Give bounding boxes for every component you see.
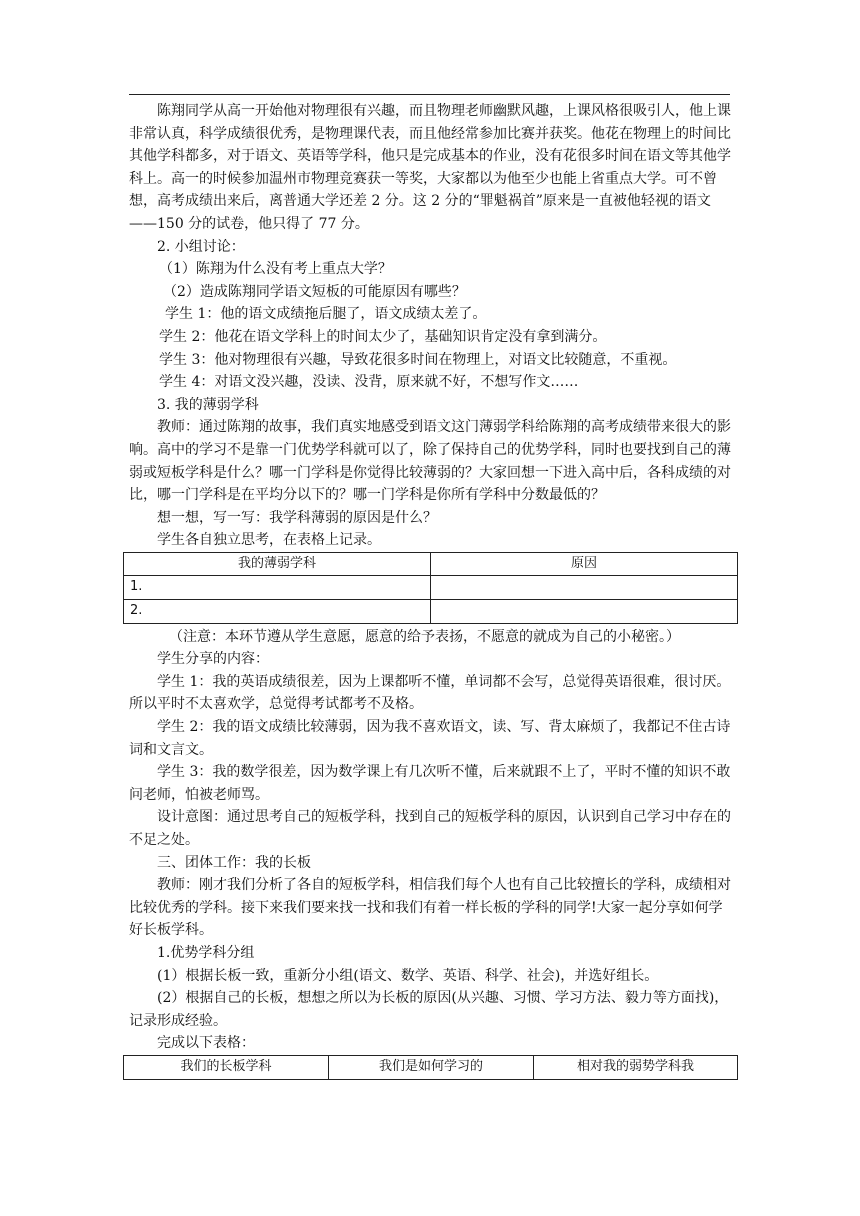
note-paragraph: （注意：本环节遵从学生意愿，愿意的给予表扬，不愿意的就成为自己的小秘密。）: [169, 628, 680, 645]
design-intent: 设计意图：通过思考自己的短板学科，找到自己的短板学科的原因，认识到自己学习中存在的不足之处。: [129, 809, 731, 848]
table-header-cell: 相对我的弱势学科我: [534, 1055, 738, 1079]
teacher-paragraph-1: 教师：通过陈翔的故事，我们真实地感受到语文这门薄弱学科给陈翔的高考成绩带来很大的影响。高中的学习不是靠一门优势学科就可以了，除了保持自己的优势学科，同时也要找到自己的薄弱或短板学科是什么？哪一门学科是你觉得比较薄弱的？大家回想一下进入高中后，各科成绩的对比，哪一门学科是在平均分以下的？哪一门学科是你所有学科中分数最低的？: [129, 419, 731, 504]
table-header-row: [124, 552, 738, 576]
complete-table-prompt: 完成以下表格：: [157, 1035, 255, 1052]
document-body: [129, 100, 733, 1080]
question-2: （2）造成陈翔同学语文短板的可能原因有哪些？: [163, 283, 466, 300]
grouping-step-2: (2）根据自己的长板，想想之所以为长板的原因(从兴趣、习惯、学习方法、毅力等方面找)，记录形成经验。: [129, 990, 729, 1029]
share-student-1: 学生 1：我的英语成绩很差，因为上课都听不懂，单词都不会写，总觉得英语很难，很讨厌。所以平时不太喜欢学，总觉得考试都考不及格。: [129, 673, 731, 713]
table-header-cell: 我的薄弱学科: [124, 552, 431, 576]
header-rule: [129, 94, 730, 95]
table-header-cell: 原因: [431, 552, 738, 576]
section-heading-group-discussion: 2. 小组讨论：: [157, 238, 245, 255]
table-row: [124, 600, 738, 624]
think-write-prompt: 想一想，写一写：我学科薄弱的原因是什么？: [157, 509, 437, 526]
table-instruction: 学生各自独立思考，在表格上记录。: [157, 532, 381, 549]
section-heading-weak-subject: 3. 我的薄弱学科: [157, 396, 259, 413]
share-student-2: 学生 2：我的语文成绩比较薄弱，因为我不喜欢语文，读、写、背太麻烦了，我都记不住古诗词和文言文。: [129, 719, 731, 758]
weak-subject-table: [123, 552, 738, 624]
table-cell: [431, 576, 738, 600]
table-cell: [431, 600, 738, 624]
grouping-heading: 1.优势学科分组: [157, 944, 255, 961]
share-heading: 学生分享的内容：: [157, 651, 269, 668]
table-cell: 2.: [124, 600, 431, 624]
table-header-cell: 我们的长板学科: [124, 1055, 329, 1079]
table-row: [124, 576, 738, 600]
table-cell: 1.: [124, 576, 431, 600]
question-1: （1）陈翔为什么没有考上重点大学？: [159, 261, 392, 278]
student-answer-3: 学生 3：他对物理很有兴趣，导致花很多时间在物理上，对语文比较随意，不重视。: [159, 351, 677, 368]
student-answer-2: 学生 2：他花在语文学科上的时间太少了，基础知识肯定没有拿到满分。: [159, 328, 607, 345]
student-answer-4: 学生 4：对语文没兴趣，没读、没背，原来就不好，不想写作文……: [159, 374, 579, 391]
student-answer-1: 学生 1：他的语文成绩拖后腿了，语文成绩太差了。: [165, 306, 487, 323]
teacher-paragraph-2: 教师：刚才我们分析了各自的短板学科，相信我们每个人也有自己比较擅长的学科，成绩相对比较优秀的学科。接下来我们要来找一找和我们有着一样长板的学科的同学!大家一起分享如何学好长板学科。: [129, 877, 731, 939]
grouping-step-1: (1）根据长板一致，重新分小组(语文、数学、英语、科学、社会)，并选好组长。: [157, 967, 659, 984]
share-student-3: 学生 3：我的数学很差，因为数学课上有几次听不懂，后来就跟不上了，平时不懂的知识不敢问老师，怕被老师骂。: [129, 764, 731, 803]
table-header-row: [124, 1055, 738, 1079]
story-paragraph: 陈翔同学从高一开始他对物理很有兴趣，而且物理老师幽默风趣，上课风格很吸引人，他上课非常认真，科学成绩很优秀，是物理课代表，而且他经常参加比赛并获奖。他花在物理上的时间比其他学科都多，对于语文、英语等学科，他只是完成基本的作业，没有花很多时间在语文等其他学科上。高一的时候参加温州市物理竞赛获一等奖，大家都以为他至少也能上省重点大学。可不曾想，高考成绩出来后，离普通大学还差 2 分。这 2 分的“罪魁祸首”原来是一直被他轻视的语文——150 分的试卷，他只得了 77 分。: [129, 103, 731, 232]
section-heading-strong-subject: 三、团体工作：我的长板: [157, 854, 311, 871]
strong-subject-table: [123, 1055, 738, 1080]
table-header-cell: 我们是如何学习的: [329, 1055, 534, 1079]
